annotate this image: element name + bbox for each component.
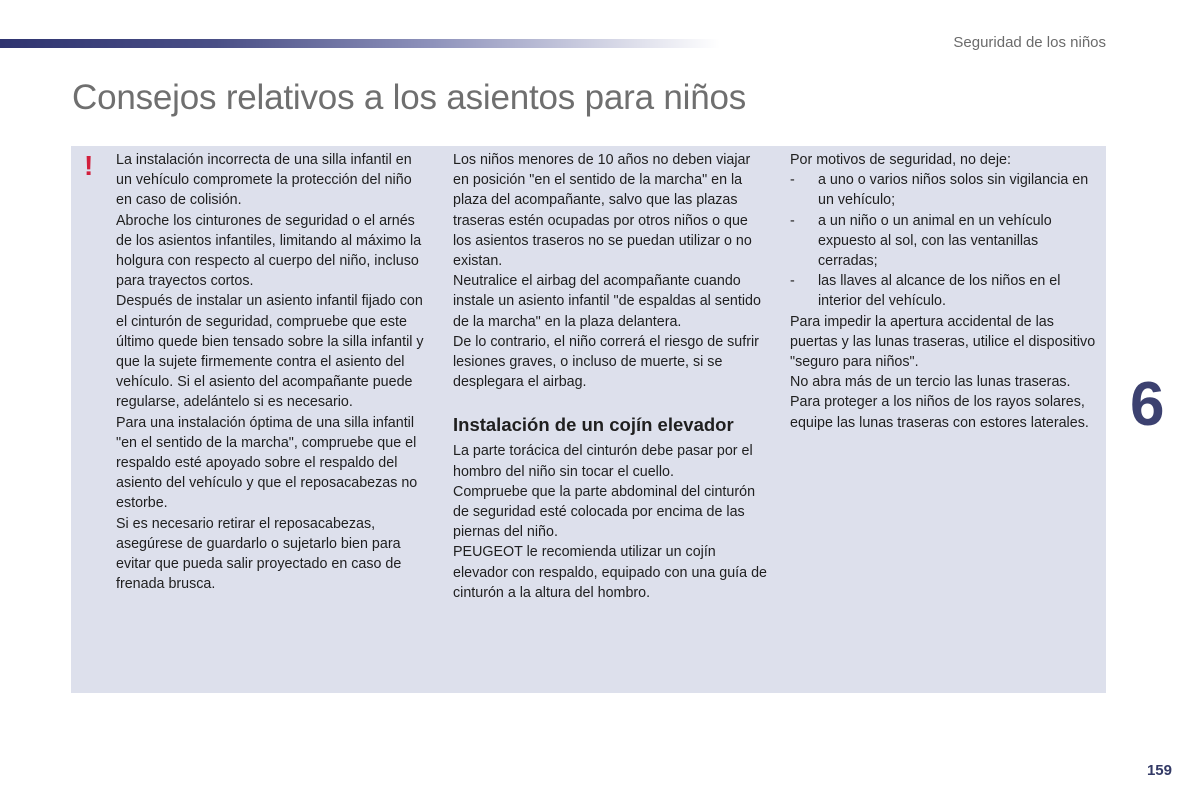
paragraph: La instalación incorrecta de una silla infantil en un vehículo compromete la protección del niño en caso de colisión. <box>116 152 412 209</box>
dash-bullet: - <box>790 172 795 189</box>
list-item <box>790 170 1100 210</box>
dash-bullet: - <box>790 273 795 290</box>
section-header: Seguridad de los niños <box>953 34 1106 51</box>
paragraph: Para impedir la apertura accidental de las puertas y las lunas traseras, utilice el dispositivo "seguro para niños". <box>790 313 1096 371</box>
list-item-text: a un niño o un animal en un vehículo expuesto al sol, con las ventanillas cerradas; <box>818 212 1052 270</box>
paragraph: Si es necesario retirar el reposacabezas, asegúrese de guardarlo o sujetarlo bien para evitar que pueda salir proyectado en caso de frenada brusca. <box>116 515 402 593</box>
paragraph: Después de instalar un asiento infantil fijado con el cinturón de seguridad, compruebe que este último quede bien tensado sobre la silla infantil y que la sujete firmemente contra el asiento del vehículo. Si el asiento del acompañante puede regularse, adelántelo si es necesario. <box>116 293 424 411</box>
chapter-number: 6 <box>1130 370 1165 439</box>
paragraph: Neutralice el airbag del acompañante cuando instale un asiento infantil "de espaldas al sentido de la marcha" en la plaza delantera. <box>453 273 761 330</box>
paragraph: Abroche los cinturones de seguridad o el arnés de los asientos infantiles, limitando al máximo la holgura con respecto al cuerpo del niño, incluso para trayectos cortos. <box>116 212 422 290</box>
page-number: 159 <box>1146 762 1172 779</box>
column-2 <box>453 150 769 603</box>
warning-icon: ! <box>84 150 94 181</box>
paragraph: Compruebe que la parte abdominal del cinturón de seguridad esté colocada por encima de las piernas del niño. <box>453 483 756 541</box>
column-3 <box>790 150 1100 433</box>
paragraph: Para proteger a los niños de los rayos solares, equipe las lunas traseras con estores laterales. <box>790 394 1089 431</box>
paragraph: Los niños menores de 10 años no deben viajar en posición "en el sentido de la marcha" en la plaza del acompañante, salvo que las plazas traseras estén ocupadas por otros niños o que los asientos traseros no se puedan utilizar o no existan. <box>453 152 752 270</box>
dash-bullet: - <box>790 212 795 229</box>
list-item <box>790 271 1100 311</box>
booster-cushion-heading: Instalación de un cojín elevador <box>453 414 734 436</box>
header-gradient-bar <box>0 39 720 48</box>
list-item-text: las llaves al alcance de los niños en el interior del vehículo. <box>818 273 1061 310</box>
column-1 <box>116 150 428 594</box>
list-item <box>790 211 1100 272</box>
list-item-text: a uno o varios niños solos sin vigilancia en un vehículo; <box>818 172 1089 209</box>
paragraph: PEUGEOT le recomienda utilizar un cojín elevador con respaldo, equipado con una guía de cinturón a la altura del hombro. <box>453 544 767 601</box>
paragraph: No abra más de un tercio las lunas traseras. <box>790 374 1071 391</box>
paragraph: La parte torácica del cinturón debe pasar por el hombro del niño sin tocar el cuello. <box>453 443 753 480</box>
paragraph: Para una instalación óptima de una silla infantil "en el sentido de la marcha", compruebe que el respaldo esté apoyado sobre el respaldo del asiento del vehículo y que el reposacabezas no estorbe. <box>116 414 418 512</box>
page-title: Consejos relativos a los asientos para niños <box>72 78 747 117</box>
paragraph: De lo contrario, el niño correrá el riesgo de sufrir lesiones graves, o incluso de muerte, si se desplegara el airbag. <box>453 333 759 391</box>
list-intro: Por motivos de seguridad, no deje: <box>790 152 1011 168</box>
